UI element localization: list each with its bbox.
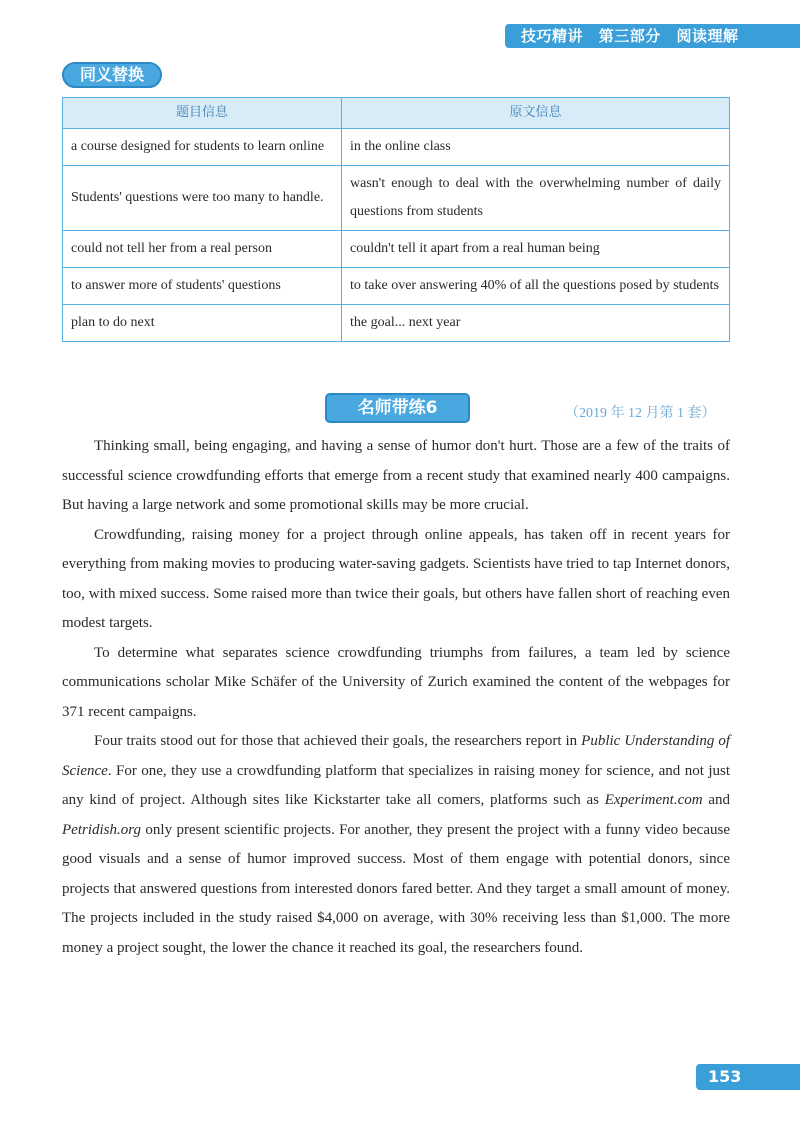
site-name-2: Petridish.org (62, 821, 142, 838)
question-cell: Students' questions were too many to handle. (63, 166, 342, 231)
paragraph-1: Thinking small, being engaging, and having a sense of humor don't hurt. Those are a few of the traits of successful science crowdfunding efforts that emerge from a recent study that examined nearly 400 campaigns. But having a large network and some promotional skills may be more crucial. (62, 438, 730, 513)
question-cell: a course designed for students to learn online (63, 129, 342, 166)
reading-passage (62, 432, 730, 963)
journal-title: Public Understanding of Science (62, 733, 731, 779)
exam-source: （2019 年 12 月第 1 套） (565, 406, 716, 421)
paragraph-4 (62, 727, 730, 963)
page-number: 153 (696, 1064, 800, 1090)
column-header: 原文信息 (342, 98, 730, 129)
original-cell: in the online class (342, 129, 730, 166)
original-cell: couldn't tell it apart from a real human being (342, 231, 730, 268)
chapter-header (505, 24, 800, 48)
section-label: 同义替换 (62, 62, 162, 88)
synonym-table (62, 97, 730, 342)
header-part3: 阅读理解 (676, 27, 739, 45)
question-cell: could not tell her from a real person (63, 231, 342, 268)
header-part1: 技巧精讲 (521, 27, 584, 45)
site-name-1: Experiment.com (604, 792, 703, 808)
exercise-title: 名师带练6 (325, 393, 470, 423)
original-cell: wasn't enough to deal with the overwhelming number of daily questions from students (342, 166, 730, 231)
question-cell: plan to do next (63, 305, 342, 342)
paragraph-3: To determine what separates science crowdfunding triumphs from failures, a team led by science communications scholar Mike Schäfer of the University of Zurich examined the content of the webpages for 371 recent campaigns. (62, 644, 730, 720)
original-cell: the goal... next year (342, 305, 730, 342)
header-part2: 第三部分 (598, 27, 661, 45)
question-cell: to answer more of students' questions (63, 268, 342, 305)
p4-text-d: only present scientific projects. For another, they present the project with a funny video because good visuals and a sense of humor improved success. Most of them engage with potential donors, since projects that answered questions from interested donors fared better. And they target a small amount of money. The projects included in the study raised $4,000 on average, with 30% receiving less than $1,000. The more money a project sought, the lower the chance it reached its goal, the researchers found. (62, 821, 730, 956)
table-row (63, 231, 730, 268)
p4-text-c: and (702, 792, 730, 808)
table-row (63, 305, 730, 342)
original-cell: to take over answering 40% of all the questions posed by students (342, 268, 730, 305)
column-header: 题目信息 (63, 98, 342, 129)
p4-text-a: Four traits stood out for those that achieved their goals, the researchers report in (94, 733, 582, 749)
table-header-row (63, 98, 730, 129)
paragraph-2: Crowdfunding, raising money for a project through online appeals, has taken off in recent years for everything from making movies to producing water-saving gadgets. Scientists have tried to tap Internet donors, too, with mixed success. Some raised more than twice their goals, but others have fallen short of reaching even modest targets. (62, 526, 730, 631)
p4-text-b: . For one, they use a crowdfunding platform that specializes in raising money for science, and not just any kind of project. Although sites like Kickstarter take all comers, platforms such as (62, 762, 730, 808)
table-row (63, 166, 730, 231)
table-row (63, 268, 730, 305)
table-row (63, 129, 730, 166)
